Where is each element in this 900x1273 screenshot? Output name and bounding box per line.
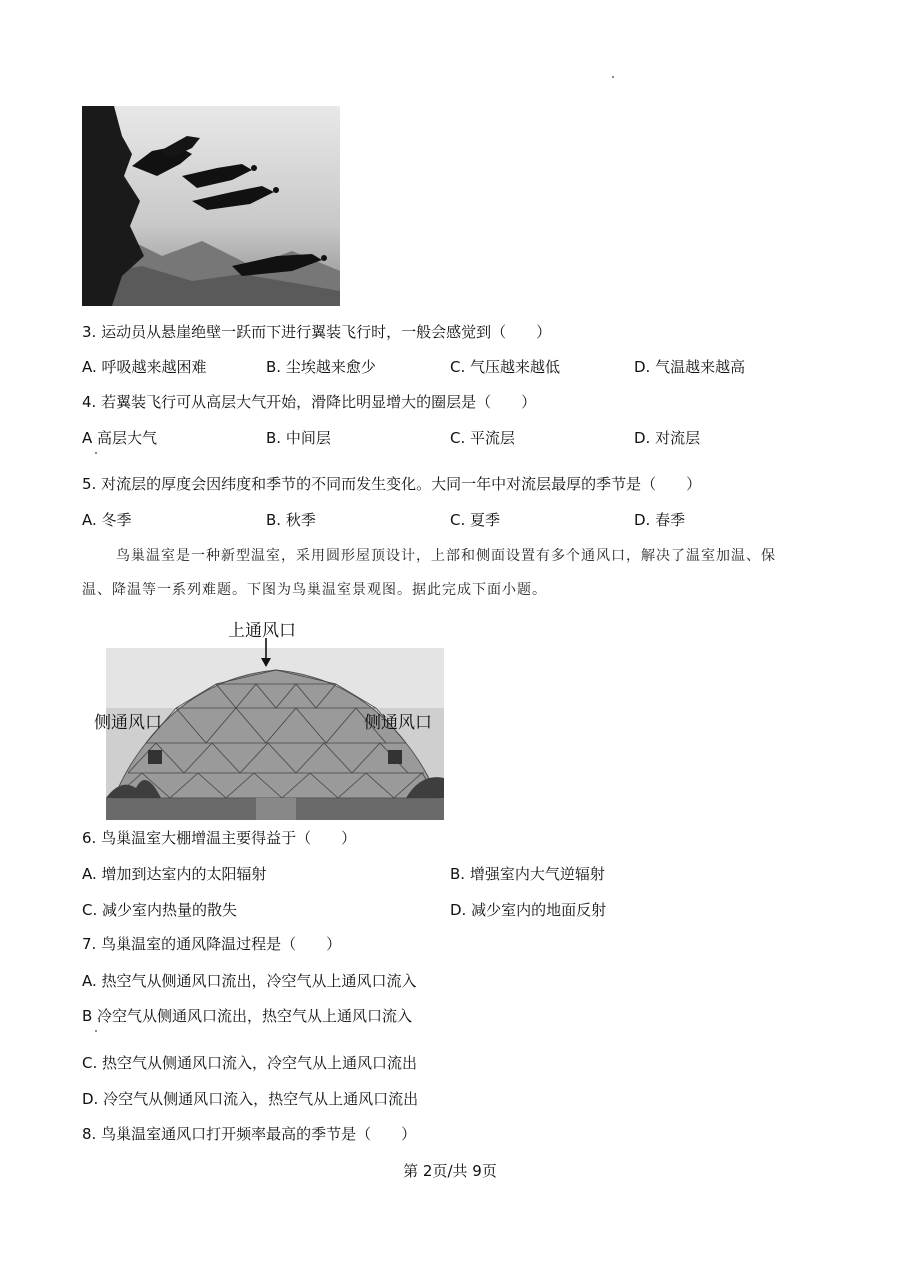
question-6-option-b: B. 增强室内大气逆辐射 (450, 865, 605, 883)
question-6-option-c: C. 减少室内热量的散失 (82, 901, 238, 919)
right-side-vent-label: 侧通风口 (364, 713, 432, 732)
question-7-stem: 7. 鸟巢温室的通风降温过程是（ ） (82, 935, 342, 953)
wingsuit-photo (82, 106, 340, 306)
question-6-option-a: A. 增加到达室内的太阳辐射 (82, 865, 267, 883)
question-5-option-b: B. 秋季 (266, 511, 316, 529)
question-5-option-d: D. 春季 (634, 511, 686, 529)
question-6-option-d: D. 减少室内的地面反射 (450, 901, 607, 919)
question-7-option-d: D. 冷空气从侧通风口流入，热空气从上通风口流出 (82, 1090, 419, 1108)
question-7-option-c: C. 热空气从侧通风口流入，冷空气从上通风口流出 (82, 1054, 418, 1072)
question-4-option-d: D. 对流层 (634, 429, 701, 447)
question-6-stem: 6. 鸟巢温室大棚增温主要得益于（ ） (82, 829, 357, 847)
passage-line-2: 温、降温等一系列难题。下图为鸟巢温室景观图。据此完成下面小题。 (82, 582, 547, 598)
question-4-option-c: C. 平流层 (450, 429, 516, 447)
greenhouse-figure (82, 612, 446, 820)
question-5-option-a: A. 冬季 (82, 511, 132, 529)
question-3-option-d: D. 气温越来越高 (634, 358, 746, 376)
top-mark (612, 76, 614, 78)
page-footer: 第 2页/共 9页 (403, 1162, 497, 1180)
question-3-option-a: A. 呼吸越来越困难 (82, 358, 207, 376)
option-b-dot-mark (95, 1030, 97, 1032)
down-arrow-icon (260, 638, 272, 668)
question-3-option-c: C. 气压越来越低 (450, 358, 561, 376)
question-7-option-b: B 冷空气从侧通风口流出，热空气从上通风口流入 (82, 1007, 413, 1025)
question-7-option-a: A. 热空气从侧通风口流出，冷空气从上通风口流入 (82, 972, 417, 990)
question-3-stem: 3. 运动员从悬崖绝壁一跃而下进行翼装飞行时，一般会感觉到（ ） (82, 323, 552, 341)
question-4-option-a: A 高层大气 (82, 429, 158, 447)
question-4-option-b: B. 中间层 (266, 429, 331, 447)
question-3-option-b: B. 尘埃越来愈少 (266, 358, 376, 376)
question-5-stem: 5. 对流层的厚度会因纬度和季节的不同而发生变化。大同一年中对流层最厚的季节是（ ） (82, 475, 702, 493)
passage-line-1: 鸟巢温室是一种新型温室，采用圆形屋顶设计，上部和侧面设置有多个通风口，解决了温室加温、保 (116, 548, 776, 564)
greenhouse-photo (106, 648, 444, 820)
question-5-option-c: C. 夏季 (450, 511, 501, 529)
question-4-stem: 4. 若翼装飞行可从高层大气开始，滑降比明显增大的圈层是（ ） (82, 393, 537, 411)
left-side-vent-label: 侧通风口 (94, 713, 162, 732)
option-a-dot-mark (95, 452, 97, 454)
question-8-stem: 8. 鸟巢温室通风口打开频率最高的季节是（ ） (82, 1125, 417, 1143)
top-vent-label: 上通风口 (228, 621, 296, 640)
